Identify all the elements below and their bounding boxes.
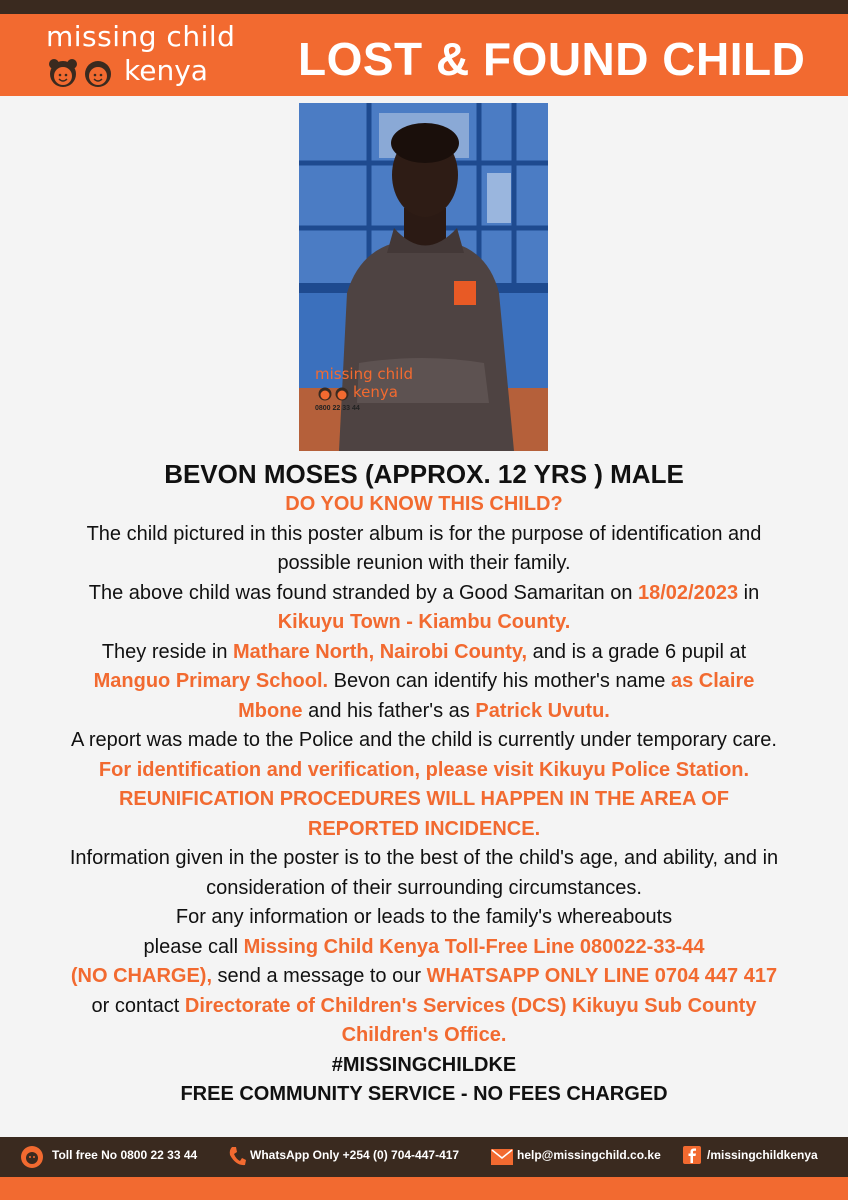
poster-body bbox=[0, 458, 848, 1110]
found-date: 18/02/2023 bbox=[638, 581, 739, 604]
reunification-line-1: REUNIFICATION PROCEDURES WILL HAPPEN IN THE AREA OF bbox=[118, 788, 730, 810]
mother-name-part1: as Claire bbox=[670, 670, 755, 692]
intro-line-2: possible reunion with their family. bbox=[277, 552, 571, 574]
children-faces-icon bbox=[46, 56, 122, 90]
reside-text: They reside in bbox=[101, 640, 234, 663]
intro-line-1: The child pictured in this poster album is for the purpose of identification and bbox=[86, 522, 762, 545]
child-photo bbox=[299, 103, 548, 451]
footer-whatsapp: WhatsApp Only +254 (0) 704-447-417 bbox=[250, 1148, 460, 1162]
contact-text: or contact bbox=[91, 994, 185, 1017]
reside-text-end: and is a grade 6 pupil at bbox=[527, 640, 747, 663]
watermark-text-line2: kenya bbox=[353, 383, 398, 401]
call-line bbox=[0, 933, 848, 963]
watermark-phone: 0800 22 33 44 bbox=[315, 405, 360, 412]
facebook-icon bbox=[683, 1146, 701, 1164]
mother-text: Bevon can identify his mother's name bbox=[328, 670, 671, 692]
found-text: The above child was found stranded by a Good Samaritan on bbox=[88, 581, 638, 604]
school-line bbox=[0, 667, 848, 697]
message-text: send a message to our bbox=[212, 965, 427, 987]
reside-line bbox=[0, 638, 848, 668]
watermark-faces-icon bbox=[317, 385, 351, 401]
reunification-line-2: REPORTED INCIDENCE. bbox=[307, 817, 541, 840]
parents-line bbox=[0, 697, 848, 727]
message-line bbox=[0, 962, 848, 992]
page-title: LOST & FOUND CHILD bbox=[298, 33, 806, 85]
footer-facebook[interactable]: /missingchildkenya bbox=[707, 1148, 818, 1162]
info-line-2: consideration of their surrounding circumstances. bbox=[206, 876, 642, 899]
email-icon bbox=[491, 1149, 513, 1165]
found-place: Kikuyu Town - Kiambu County. bbox=[277, 611, 571, 633]
dcs-line-2: Children's Office. bbox=[341, 1024, 507, 1046]
reside-place: Mathare North, Nairobi County, bbox=[233, 640, 528, 663]
verify-line: For identification and verification, please visit Kikuyu Police Station. bbox=[98, 758, 750, 781]
logo-face-icon bbox=[20, 1145, 44, 1169]
dcs-line-1: Directorate of Children's Services (DCS) Kikuyu Sub County bbox=[184, 994, 757, 1017]
free-service-line: FREE COMMUNITY SERVICE - NO FEES CHARGED bbox=[180, 1083, 668, 1105]
header-banner bbox=[0, 14, 848, 96]
phone-icon bbox=[228, 1145, 246, 1167]
question-heading: DO YOU KNOW THIS CHILD? bbox=[285, 493, 563, 515]
logo bbox=[38, 20, 238, 92]
tollfree-line: Missing Child Kenya Toll-Free Line 080022-33-44 bbox=[243, 935, 705, 958]
logo-text-line2: kenya bbox=[124, 54, 208, 87]
leads-line: For any information or leads to the family's whereabouts bbox=[175, 906, 673, 928]
photo-watermark bbox=[315, 365, 415, 425]
contact-line bbox=[0, 992, 848, 1022]
father-name: Patrick Uvutu. bbox=[475, 699, 610, 722]
found-line bbox=[0, 579, 848, 609]
father-text: and his father's as bbox=[302, 699, 476, 722]
found-text-end: in bbox=[738, 581, 760, 604]
whatsapp-line: WHATSAPP ONLY LINE 0704 447 417 bbox=[426, 965, 778, 987]
school-name: Manguo Primary School. bbox=[93, 670, 329, 692]
logo-text-line1: missing child bbox=[46, 20, 236, 53]
report-line: A report was made to the Police and the child is currently under temporary care. bbox=[71, 729, 777, 751]
watermark-text-line1: missing child bbox=[315, 365, 413, 383]
child-name-heading: BEVON MOSES (APPROX. 12 YRS ) MALE bbox=[164, 459, 684, 489]
hashtag: #MISSINGCHILDKE bbox=[331, 1053, 517, 1076]
footer-tollfree: Toll free No 0800 22 33 44 bbox=[52, 1148, 198, 1162]
info-line-1: Information given in the poster is to the best of the child's age, and ability, and in bbox=[69, 847, 779, 869]
footer-email[interactable]: help@missingchild.co.ke bbox=[517, 1148, 661, 1162]
top-strip bbox=[0, 0, 848, 14]
footer-accent-bar bbox=[0, 1177, 848, 1200]
call-text: please call bbox=[143, 935, 244, 958]
mother-name-part2: Mbone bbox=[238, 699, 303, 722]
no-charge: (NO CHARGE), bbox=[70, 965, 212, 987]
